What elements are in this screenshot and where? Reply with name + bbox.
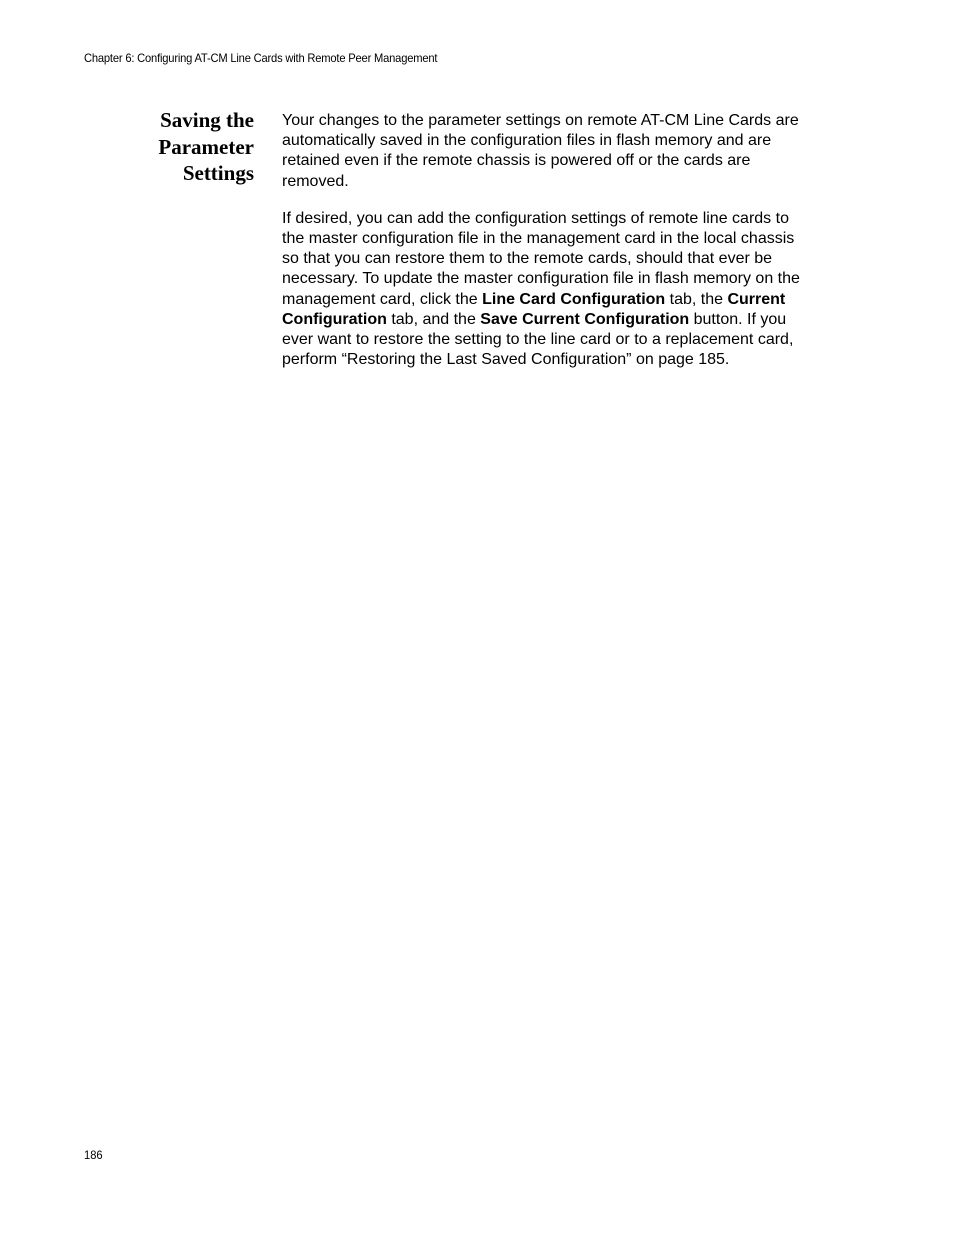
text-line bbox=[282, 290, 852, 310]
paragraph-auto-save bbox=[282, 111, 852, 192]
text-line: so that you can restore them to the remote cards, should that ever be bbox=[282, 250, 773, 268]
section-heading-line: Saving the bbox=[160, 108, 254, 132]
page-number: 186 bbox=[84, 1148, 103, 1162]
text-line: the master configuration file in the management card in the local chassis bbox=[282, 230, 795, 248]
text-line: If desired, you can add the configuration settings of remote line cards to bbox=[282, 209, 789, 227]
section-heading bbox=[100, 107, 254, 187]
section-heading-line: Parameter bbox=[158, 134, 254, 159]
paragraph-master-config bbox=[282, 209, 852, 371]
ui-term-configuration: Configuration bbox=[282, 310, 387, 328]
text-line: ever want to restore the setting to the line card or to a replacement card, bbox=[282, 331, 794, 349]
text-line: perform “Restoring the Last Saved Configuration” on page 185. bbox=[282, 351, 730, 369]
running-header: Chapter 6: Configuring AT-CM Line Cards with Remote Peer Management bbox=[84, 51, 438, 65]
text-run: tab, the bbox=[665, 290, 728, 308]
text-line: necessary. To update the master configuration file in flash memory on the bbox=[282, 270, 800, 288]
section-body bbox=[282, 111, 852, 387]
text-run: tab, and the bbox=[386, 310, 481, 328]
ui-term-save-current-configuration: Save Current Configuration bbox=[480, 310, 690, 328]
text-line: removed. bbox=[282, 172, 349, 190]
ui-term-current: Current bbox=[727, 290, 786, 308]
text-run: management card, click the bbox=[282, 290, 483, 308]
text-line: retained even if the remote chassis is powered off or the cards are bbox=[282, 152, 751, 170]
text-line: automatically saved in the configuration files in flash memory and are bbox=[282, 132, 772, 150]
text-line: Your changes to the parameter settings on remote AT-CM Line Cards are bbox=[282, 112, 799, 129]
section-heading-line: Settings bbox=[182, 161, 254, 185]
ui-term-line-card-configuration: Line Card Configuration bbox=[482, 290, 666, 308]
text-run: button. If you bbox=[689, 310, 787, 328]
text-line bbox=[282, 310, 852, 330]
